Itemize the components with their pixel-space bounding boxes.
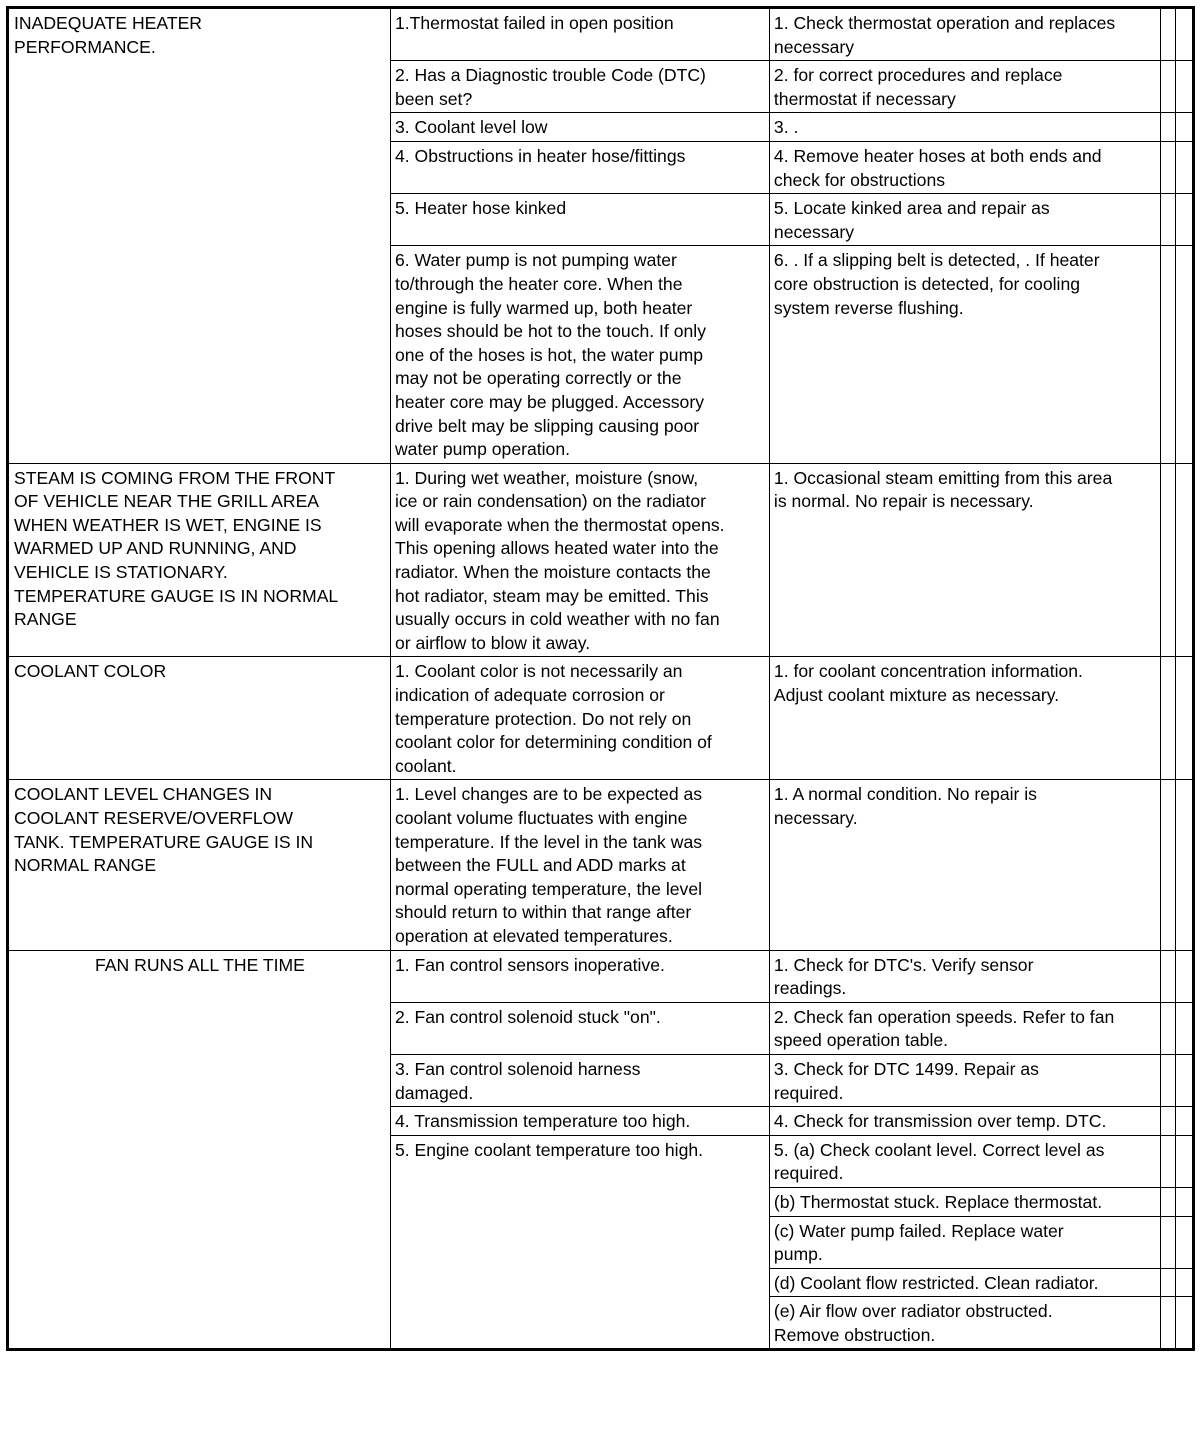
blank-cell — [1175, 1054, 1193, 1106]
blank-cell — [1175, 1268, 1193, 1297]
blank-cell — [1160, 194, 1175, 246]
blank-cell — [1160, 246, 1175, 463]
blank-cell — [1175, 141, 1193, 193]
correction-cell: (e) Air flow over radiator obstructed. Remove obstruction. — [769, 1297, 1160, 1350]
cause-cell: 5. Heater hose kinked — [390, 194, 769, 246]
correction-cell: 4. Check for transmission over temp. DTC. — [769, 1107, 1160, 1136]
correction-cell: 3. . — [769, 113, 1160, 142]
correction-cell: 1. Check thermostat operation and replaces necessary — [769, 8, 1160, 61]
cause-cell: 1. During wet weather, moisture (snow, ice or rain condensation) on the radiator will evaporate when the thermostat opens. This opening allows heated water into the radiator. When the moisture contacts the hot radiator, steam may be emitted. This usually occurs in cold weather with no fan or airflow to blow it away. — [390, 463, 769, 657]
blank-cell — [1160, 1054, 1175, 1106]
correction-cell: (c) Water pump failed. Replace water pump. — [769, 1216, 1160, 1268]
blank-cell — [1175, 1135, 1193, 1187]
correction-cell: 4. Remove heater hoses at both ends and check for obstructions — [769, 141, 1160, 193]
table-row — [8, 950, 1194, 1002]
cause-cell: 5. Engine coolant temperature too high. — [390, 1135, 769, 1350]
cause-cell: 2. Fan control solenoid stuck "on". — [390, 1002, 769, 1054]
correction-cell: 6. . If a slipping belt is detected, . If heater core obstruction is detected, for cooling system reverse flushing. — [769, 246, 1160, 463]
blank-cell — [1160, 657, 1175, 780]
correction-cell: 1. Check for DTC's. Verify sensor readings. — [769, 950, 1160, 1002]
blank-cell — [1175, 194, 1193, 246]
correction-cell: 5. Locate kinked area and repair as necessary — [769, 194, 1160, 246]
blank-cell — [1175, 1297, 1193, 1350]
blank-cell — [1160, 1268, 1175, 1297]
correction-cell: 2. Check fan operation speeds. Refer to fan speed operation table. — [769, 1002, 1160, 1054]
table-row — [8, 657, 1194, 780]
cause-cell: 4. Transmission temperature too high. — [390, 1107, 769, 1136]
condition-cell: FAN RUNS ALL THE TIME — [8, 950, 391, 1350]
blank-cell — [1160, 1187, 1175, 1216]
blank-cell — [1175, 113, 1193, 142]
blank-cell — [1160, 1107, 1175, 1136]
correction-cell: 3. Check for DTC 1499. Repair as required. — [769, 1054, 1160, 1106]
blank-cell — [1160, 61, 1175, 113]
blank-cell — [1175, 463, 1193, 657]
blank-cell — [1175, 950, 1193, 1002]
table-row — [8, 780, 1194, 950]
blank-cell — [1160, 1297, 1175, 1350]
blank-cell — [1160, 780, 1175, 950]
cause-cell: 1.Thermostat failed in open position — [390, 8, 769, 61]
correction-cell: 5. (a) Check coolant level. Correct level as required. — [769, 1135, 1160, 1187]
table-row — [8, 463, 1194, 657]
blank-cell — [1160, 1135, 1175, 1187]
condition-cell: COOLANT LEVEL CHANGES IN COOLANT RESERVE/OVERFLOW TANK. TEMPERATURE GAUGE IS IN NORMAL RANGE — [8, 780, 391, 950]
cause-cell: 1. Coolant color is not necessarily an indication of adequate corrosion or temperature protection. Do not rely on coolant color for determining condition of coolant. — [390, 657, 769, 780]
correction-cell: 1. Occasional steam emitting from this area is normal. No repair is necessary. — [769, 463, 1160, 657]
cause-cell: 1. Fan control sensors inoperative. — [390, 950, 769, 1002]
blank-cell — [1160, 950, 1175, 1002]
correction-cell: 2. for correct procedures and replace thermostat if necessary — [769, 61, 1160, 113]
condition-cell: COOLANT COLOR — [8, 657, 391, 780]
cause-cell: 3. Coolant level low — [390, 113, 769, 142]
condition-cell: STEAM IS COMING FROM THE FRONT OF VEHICLE NEAR THE GRILL AREA WHEN WEATHER IS WET, ENGINE IS WARMED UP AND RUNNING, AND VEHICLE IS STATIONARY. TEMPERATURE GAUGE IS IN NORMAL RANGE — [8, 463, 391, 657]
correction-cell: (b) Thermostat stuck. Replace thermostat. — [769, 1187, 1160, 1216]
blank-cell — [1175, 780, 1193, 950]
blank-cell — [1160, 1002, 1175, 1054]
blank-cell — [1160, 8, 1175, 61]
blank-cell — [1175, 1187, 1193, 1216]
blank-cell — [1160, 113, 1175, 142]
diagnosis-table — [6, 6, 1195, 1351]
blank-cell — [1175, 246, 1193, 463]
cause-cell: 2. Has a Diagnostic trouble Code (DTC) been set? — [390, 61, 769, 113]
blank-cell — [1175, 1002, 1193, 1054]
cause-cell: 3. Fan control solenoid harness damaged. — [390, 1054, 769, 1106]
table-row — [8, 8, 1194, 61]
blank-cell — [1175, 657, 1193, 780]
blank-cell — [1175, 1107, 1193, 1136]
blank-cell — [1175, 61, 1193, 113]
blank-cell — [1175, 1216, 1193, 1268]
cause-cell: 6. Water pump is not pumping water to/through the heater core. When the engine is fully warmed up, both heater hoses should be hot to the touch. If only one of the hoses is hot, the water pump may not be operating correctly or the heater core may be plugged. Accessory drive belt may be slipping causing poor water pump operation. — [390, 246, 769, 463]
cause-cell: 1. Level changes are to be expected as coolant volume fluctuates with engine temperature. If the level in the tank was between the FULL and ADD marks at normal operating temperature, the level should return to within that range after operation at elevated temperatures. — [390, 780, 769, 950]
correction-cell: (d) Coolant flow restricted. Clean radiator. — [769, 1268, 1160, 1297]
blank-cell — [1160, 141, 1175, 193]
blank-cell — [1175, 8, 1193, 61]
correction-cell: 1. for coolant concentration information. Adjust coolant mixture as necessary. — [769, 657, 1160, 780]
blank-cell — [1160, 1216, 1175, 1268]
cause-cell: 4. Obstructions in heater hose/fittings — [390, 141, 769, 193]
condition-cell: INADEQUATE HEATER PERFORMANCE. — [8, 8, 391, 464]
correction-cell: 1. A normal condition. No repair is necessary. — [769, 780, 1160, 950]
blank-cell — [1160, 463, 1175, 657]
